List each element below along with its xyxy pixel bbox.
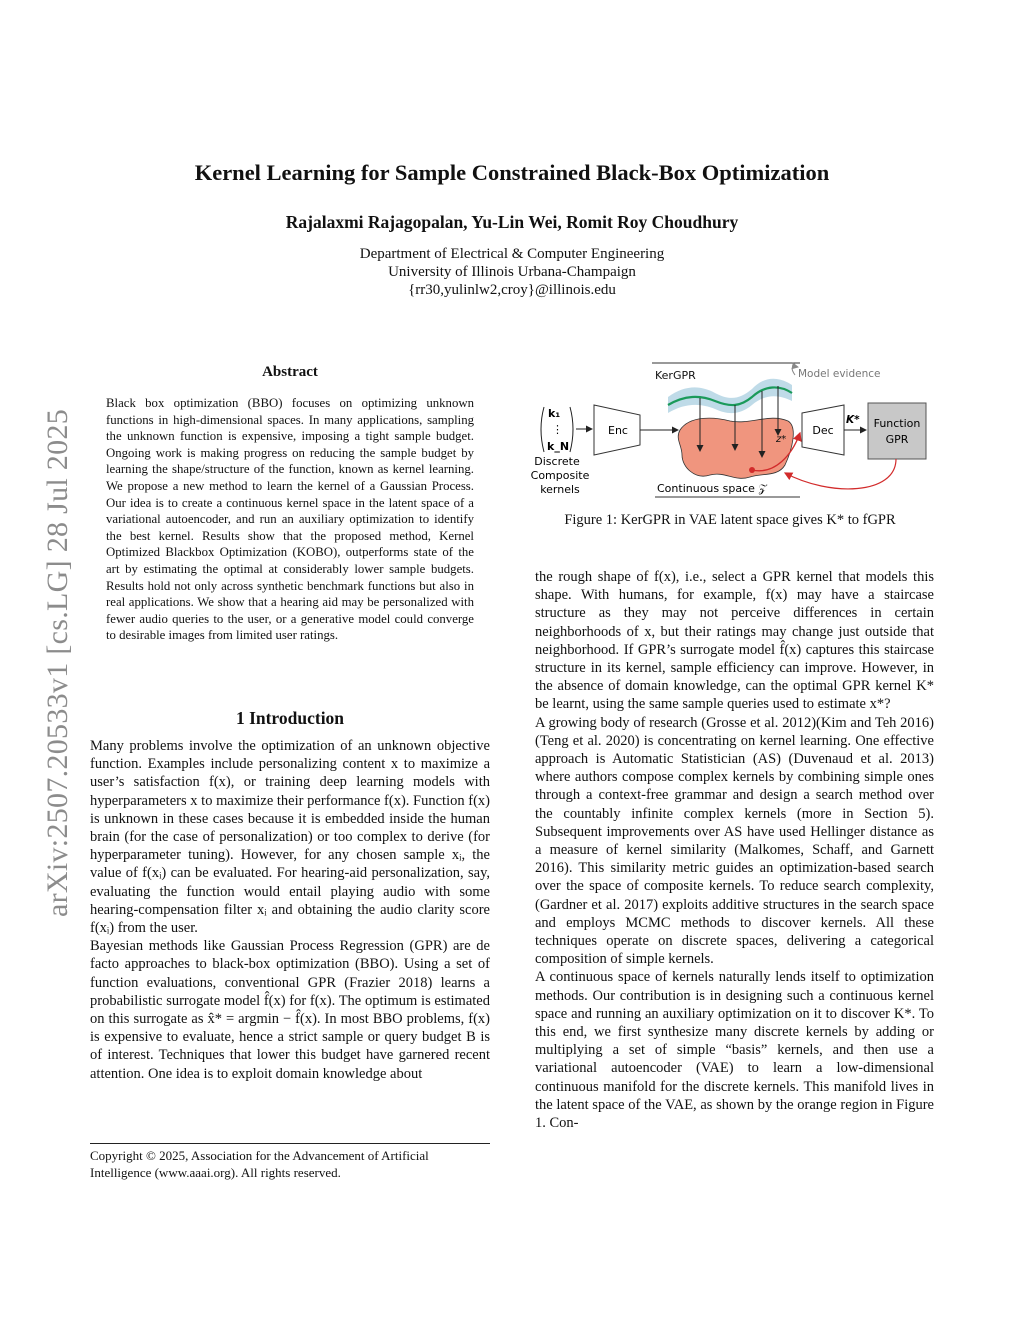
z-star-label: z* — [776, 434, 787, 445]
model-evidence-label: Model evidence — [798, 368, 881, 380]
introduction-heading: 1 Introduction — [235, 708, 345, 728]
abstract-heading: Abstract — [262, 364, 318, 380]
right-column-body — [535, 568, 934, 1132]
affiliation-emails: {rr30,yulinlw2,croy}@illinois.edu — [408, 282, 616, 298]
encoder-label: Enc — [608, 424, 628, 437]
z-star-point — [749, 467, 755, 473]
intro-paragraph-1: Many problems involve the optimization of an unknown objective function. Examples include personalizing content x to maximize a user’s satisfaction f(x), or training deep learning models with hyperparameters x to maximize their performance f(x). Function f(x) is unknown in these cases because it is embedded inside the human brain (for the case of personalization) or too complex to derive (for hyperparameter tuning). However, for any chosen sample xᵢ, the value of f(xᵢ) can be evaluated. For hearing-aid personalization, say, evaluating the function would entail playing audio with some hearing-compensation filter xᵢ and obtaining the audio clarity score f(xᵢ) from the user. — [90, 738, 490, 937]
kernel-kn-label: k_N — [547, 440, 570, 453]
copyright-footnote: Copyright © 2025, Association for the Advancement of Artificial Intelligence (www.aaai.org). All rights reserved. — [90, 1143, 490, 1181]
figure-1-caption: Figure 1: KerGPR in VAE latent space gives K* to fGPR — [564, 512, 896, 528]
k-star-label: K* — [846, 414, 860, 426]
vector-left-bracket — [541, 407, 544, 452]
gpr-label: GPR — [885, 433, 909, 446]
function-gpr-box — [868, 403, 926, 459]
kergpr-label: KerGPR — [655, 369, 696, 382]
intro-paragraph-4: A growing body of research (Grosse et al. 2012)(Kim and Teh 2016)(Teng et al. 2020) is concentrating on kernel learning. One effective approach is Automatic Statistician (AS) (Duvenaud et al. 2013) where authors compose complex kernels by combining simple ones through a context-free grammar and design a search method over the countably infinite complex kernels (more in Section 5). Subsequent improvements over AS have used Hellinger distance as a measure of kernel similarity (Malkomes, Schaff, and Garnett 2016). This similarity metric guides an optimization-based search over the space of composite kernels. To reduce search complexity, (Gardner et al. 2017) exploits additive structures in the search space and employs MCMC methods to discover kernels. All these techniques operate on discrete spaces, delivering a categorical composition of simple kernels. — [535, 714, 934, 968]
kergpr-diagram — [530, 355, 930, 505]
composite-label: Composite — [530, 469, 590, 482]
decoder-label: Dec — [812, 424, 834, 437]
paper-authors: Rajalaxmi Rajagopalan, Yu-Lin Wei, Romit Roy Choudhury — [285, 212, 739, 232]
continuous-space-label: Continuous space 𝒵 — [657, 482, 767, 495]
intro-paragraph-2: Bayesian methods like Gaussian Process Regression (GPR) are de facto approaches to black-box optimization (BBO). Using a set of function evaluations, conventional GPR (Frazier 2018) learns a probabilistic surrogate model f̂(x) for f(x). The optimum is estimated on this surrogate as x̂* = argmin − f̂(x). In most BBO problems, f(x) is expensive to evaluate, hence a strict sample or query budget B is of interest. Techniques that lower this budget have garnered recent attention. One idea is to exploit domain knowledge about — [90, 938, 490, 1082]
feedback-arrow — [785, 459, 896, 489]
left-column-body — [90, 737, 490, 1083]
figure-1 — [530, 355, 930, 505]
kernel-dots: ⋮ — [552, 423, 563, 436]
latent-space-region — [678, 418, 793, 478]
discrete-label: Discrete — [534, 455, 580, 468]
affiliation-block — [0, 245, 1024, 299]
affiliation-department: Department of Electrical & Computer Engineering — [359, 246, 665, 262]
intro-paragraph-5: A continuous space of kernels naturally lends itself to optimization methods. Our contribution is in designing such a continuous kernel space and running an auxiliary optimization on it to discover K*. To this end, we first synthesize many discrete kernels by adding or multiplying a set of simple “basis” kernels, and then use a variational autoencoder (VAE) to learn a low-dimensional continuous manifold for the discrete kernels. This manifold lives in the latent space of the VAE, as shown by the orange region in Figure 1. Con- — [535, 969, 934, 1132]
abstract-text: Black box optimization (BBO) focuses on optimizing unknown functions in high-dimensional spaces. In many applications, sampling the unknown function is expensive, imposing a tight sample budget. Ongoing work is making progress on reducing the sample budget by learning the shape/structure of the function, known as kernel learning. We propose a new method to learn the kernel of a Gaussian Process. Our idea is to create a continuous kernel space in the latent space of a variational autoencoder, and run an auxiliary optimization to identify the best kernel. Results show that the proposed method, Kernel Optimized Blackbox Optimization (KOBO), outperforms state of the art by estimating the optimal at considerably lower sample budgets. Results hold not only across synthetic benchmark functions but also in real applications. We show that a hearing aid may be personalized with fewer audio queries to the user, or a generative model could converge to desirable images from limited user ratings. — [106, 396, 474, 643]
affiliation-university: University of Illinois Urbana-Champaign — [388, 264, 636, 280]
uncertainty-band — [668, 379, 792, 413]
intro-paragraph-3: the rough shape of f(x), i.e., select a GPR kernel that models this shape. With humans, for example, f(x) may have a staircase structure as they may not perceive differences in certain neighborhoods of x, but their ratings may change just outside that neighborhood. If GPR’s surrogate model f̂(x) captures this staircase structure in its kernel, sample efficiency can improve. However, in the absence of domain knowledge, can the optimal GPR kernel K* be learnt, using the same sample queries used to estimate x*? — [535, 569, 934, 713]
vector-right-bracket — [570, 407, 573, 452]
arxiv-identifier: arXiv:2507.20533v1 [cs.LG] 28 Jul 2025 — [41, 408, 74, 918]
paper-title: Kernel Learning for Sample Constrained Black-Box Optimization — [194, 160, 830, 185]
kernels-label: kernels — [540, 483, 580, 496]
function-label: Function — [873, 417, 921, 430]
kernel-k1-label: k₁ — [548, 407, 561, 420]
